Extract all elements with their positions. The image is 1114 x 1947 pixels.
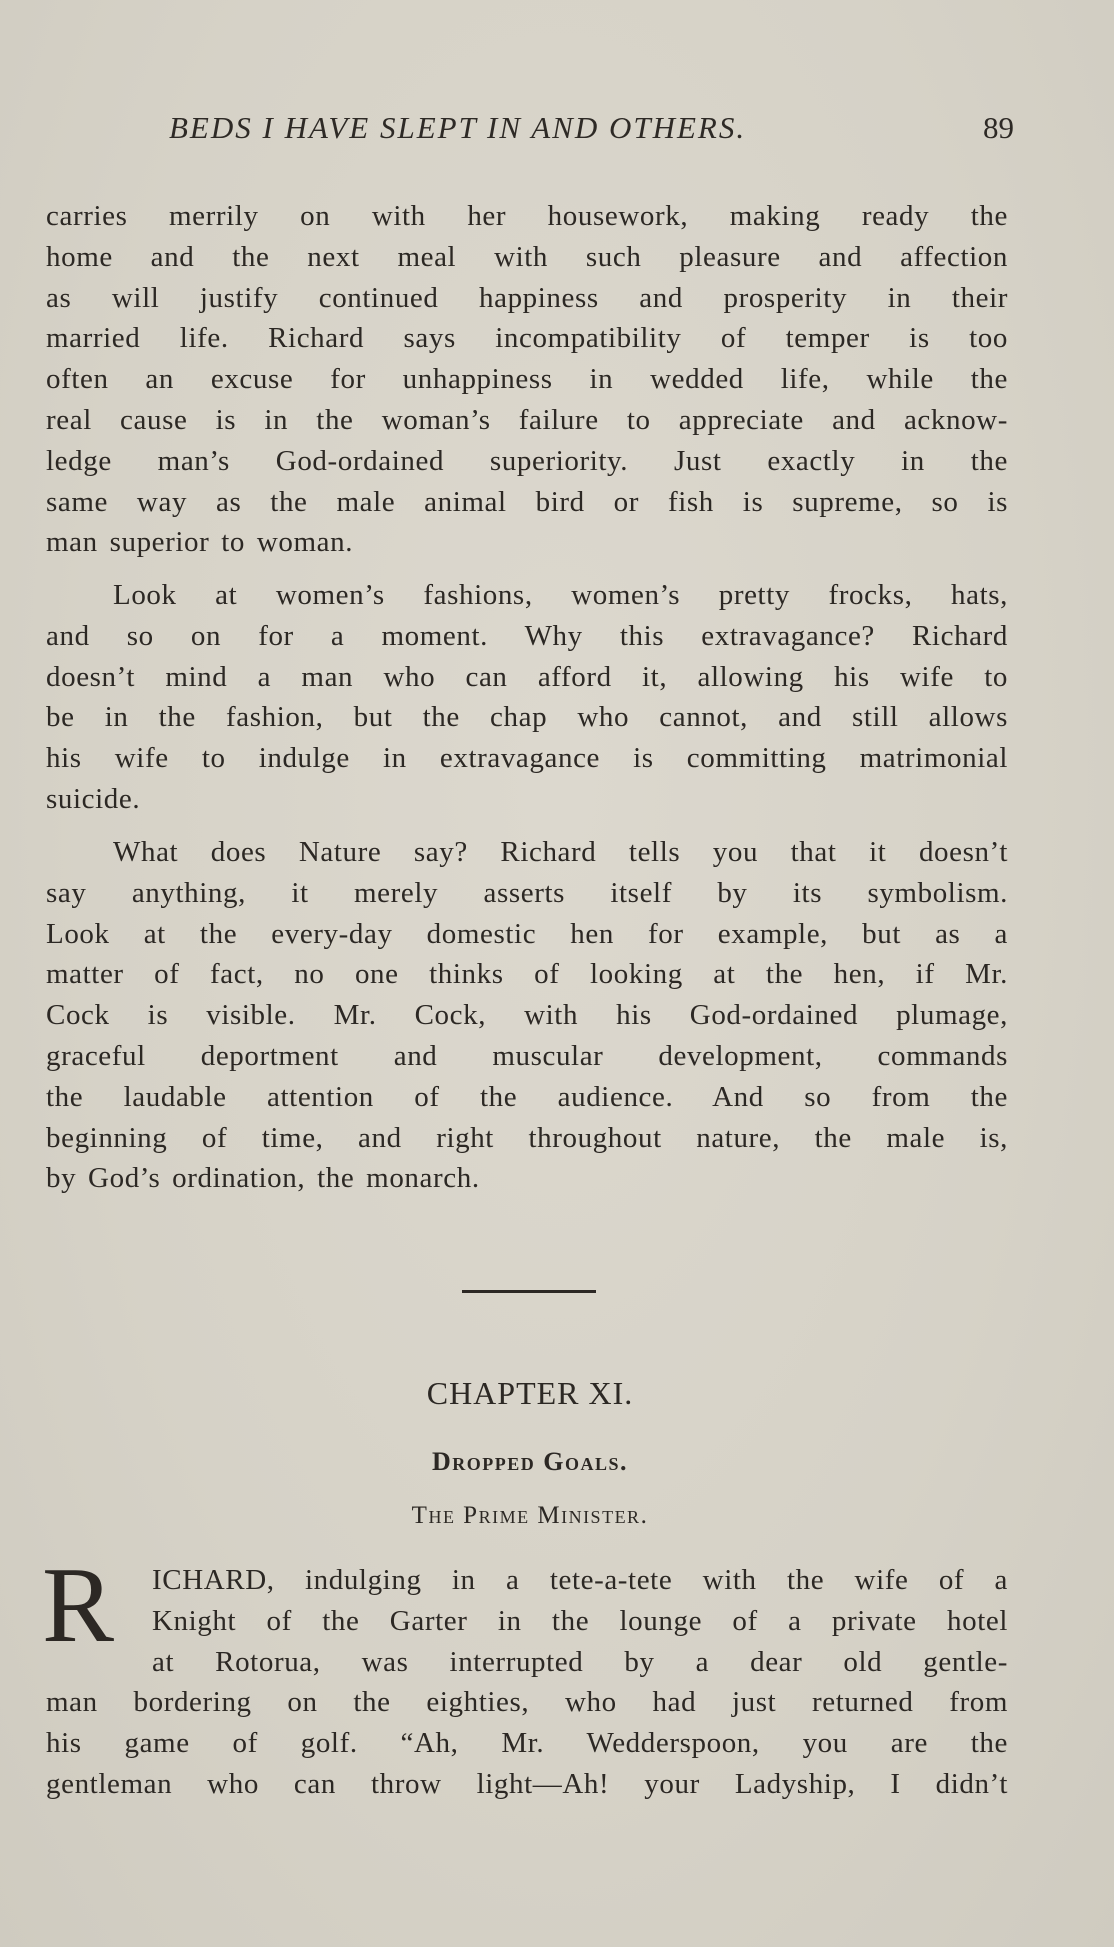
paragraph-1 bbox=[46, 196, 1008, 563]
text-line: by God’s ordination, the monarch. bbox=[46, 1162, 480, 1195]
text-line: suicide. bbox=[46, 782, 141, 815]
running-header bbox=[44, 110, 1014, 154]
text-line: say anything, it merely asserts itself by its symbolism. bbox=[46, 876, 1008, 909]
text-line: be in the fashion, but the chap who cannot, and still allows bbox=[46, 701, 1008, 734]
text-line: gentleman who can throw light—Ah! your Ladyship, I didn’t bbox=[46, 1767, 1008, 1800]
chapter-subtitle: Dropped Goals. bbox=[431, 1447, 628, 1476]
text-line: at Rotorua, was interrupted by a dear old gentle- bbox=[152, 1645, 1008, 1678]
text-line: Cock is visible. Mr. Cock, with his God-ordained plumage, bbox=[46, 999, 1008, 1032]
chapter-title: CHAPTER XI. bbox=[426, 1375, 634, 1411]
section-divider bbox=[462, 1290, 596, 1293]
text-line: Knight of the Garter in the lounge of a private hotel bbox=[152, 1604, 1008, 1637]
text-line: as will justify continued happiness and prosperity in their bbox=[46, 281, 1008, 314]
text-line: man superior to woman. bbox=[46, 526, 354, 559]
text-line: beginning of time, and right throughout nature, the male is, bbox=[46, 1121, 1008, 1154]
paragraph-2 bbox=[46, 575, 1008, 820]
text-line: man bordering on the eighties, who had just returned from bbox=[46, 1686, 1008, 1719]
text-line: married life. Richard says incompatibility of temper is too bbox=[46, 322, 1008, 355]
text-line: Look at the every-day domestic hen for example, but as a bbox=[46, 917, 1008, 950]
text-line: matter of fact, no one thinks of looking at the hen, if Mr. bbox=[46, 958, 1008, 991]
text-line: his wife to indulge in extravagance is committing matrimonial bbox=[46, 742, 1008, 775]
text-line: and so on for a moment. Why this extravagance? Richard bbox=[46, 619, 1008, 652]
text-line: Look at women’s fashions, women’s pretty frocks, hats, bbox=[113, 579, 1008, 611]
section-heading: The Prime Minister. bbox=[411, 1502, 649, 1529]
text-line: doesn’t mind a man who can afford it, allowing his wife to bbox=[46, 660, 1008, 693]
text-line: real cause is in the woman’s failure to appreciate and acknow- bbox=[46, 403, 1008, 436]
text-line: the laudable attention of the audience. And so from the bbox=[46, 1080, 1008, 1113]
running-title: BEDS I HAVE SLEPT IN AND OTHERS. bbox=[169, 110, 747, 145]
text-line: graceful deportment and muscular development, commands bbox=[46, 1039, 1008, 1072]
drop-cap: R bbox=[42, 1546, 115, 1665]
text-line: ICHARD, indulging in a tete-a-tete with the wife of a bbox=[152, 1564, 1008, 1596]
text-line: carries merrily on with her housework, making ready the bbox=[46, 200, 1008, 232]
chapter-opening-paragraph bbox=[46, 1560, 1008, 1805]
text-line: ledge man’s God-ordained superiority. Just exactly in the bbox=[46, 444, 1008, 477]
text-line: same way as the male animal bird or fish is supreme, so is bbox=[46, 485, 1008, 518]
text-line: his game of golf. “Ah, Mr. Wedderspoon, you are the bbox=[46, 1727, 1008, 1760]
paragraph-3 bbox=[46, 832, 1008, 1199]
text-line: home and the next meal with such pleasure and affection bbox=[46, 240, 1008, 273]
page-number: 89 bbox=[983, 110, 1014, 145]
text-line: often an excuse for unhappiness in wedded life, while the bbox=[46, 363, 1008, 396]
text-line: What does Nature say? Richard tells you that it doesn’t bbox=[113, 836, 1008, 868]
